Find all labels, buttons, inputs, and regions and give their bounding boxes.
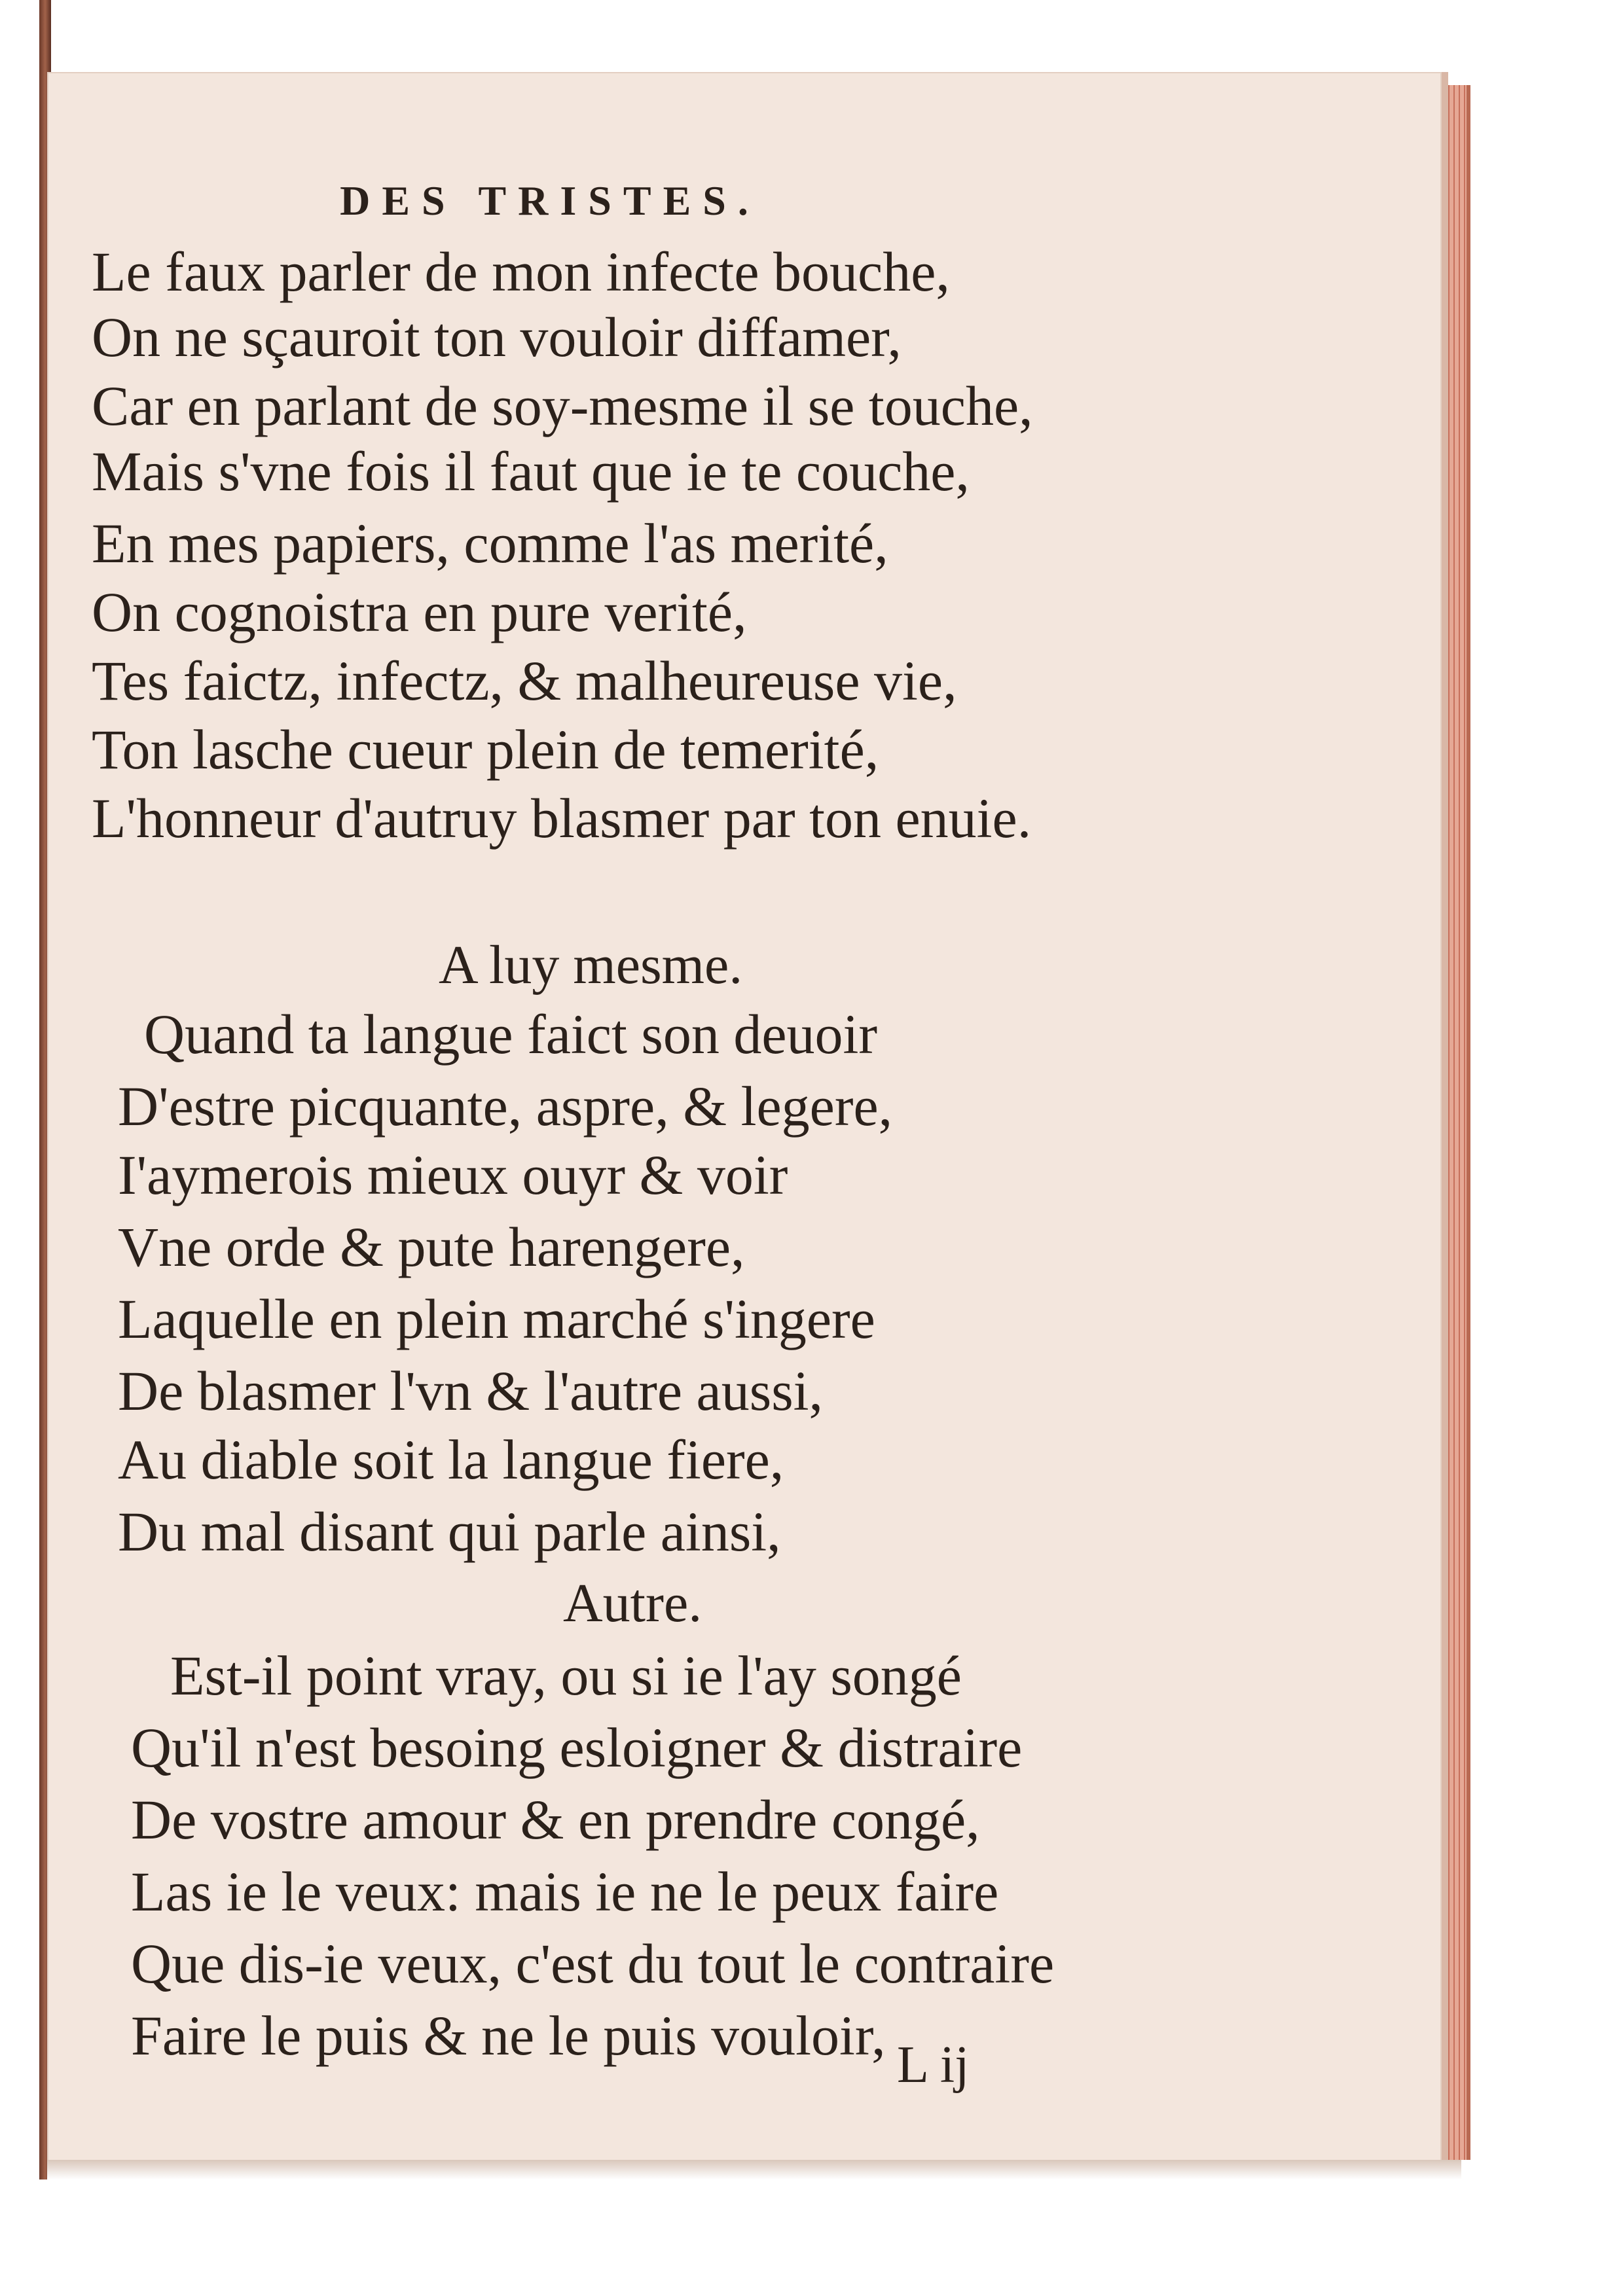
verse-line: Las ie le veux: mais ie ne le peux faire xyxy=(131,1860,999,1923)
verse-line: L'honneur d'autruy blasmer par ton enuie. xyxy=(92,787,1032,850)
verse-line: On cognoistra en pure verité, xyxy=(92,581,747,643)
verse-line: Est-il point vray, ou si ie l'ay songé xyxy=(170,1644,962,1707)
verse-line: Quand ta langue faict son deuoir xyxy=(144,1003,878,1066)
verse-line: Au diable soit la langue fiere, xyxy=(118,1428,784,1491)
poem-heading: Autre. xyxy=(563,1573,702,1634)
verse-line: On ne sçauroit ton vouloir diffamer, xyxy=(92,306,902,368)
verse-line: D'estre picquante, aspre, & legere, xyxy=(118,1075,893,1138)
verse-line: I'aymerois mieux ouyr & voir xyxy=(118,1143,788,1206)
verse-line: Faire le puis & ne le puis vouloir, xyxy=(131,2004,886,2067)
verse-line: De blasmer l'vn & l'autre aussi, xyxy=(118,1359,824,1422)
poem-heading: A luy mesme. xyxy=(439,935,743,996)
verse-line: Tes faictz, infectz, & malheureuse vie, xyxy=(92,649,957,712)
verse-line: Ton lasche cueur plein de temerité, xyxy=(92,718,879,781)
verse-line: Laquelle en plein marché s'ingere xyxy=(118,1287,875,1350)
verse-line: Vne orde & pute harengere, xyxy=(118,1215,745,1278)
verse-line: Qu'il n'est besoing esloigner & distraire xyxy=(131,1716,1023,1779)
signature-mark: L ij xyxy=(897,2036,970,2094)
verse-line: Mais s'vne fois il faut que ie te couche, xyxy=(92,440,970,503)
running-head: DES TRISTES. xyxy=(340,177,760,224)
verse-line: En mes papiers, comme l'as merité, xyxy=(92,512,888,575)
verse-line: De vostre amour & en prendre congé, xyxy=(131,1788,980,1851)
verse-line: Du mal disant qui parle ainsi, xyxy=(118,1500,781,1563)
page-shadow xyxy=(47,2160,1461,2179)
verse-line: Car en parlant de soy-mesme il se touche, xyxy=(92,374,1033,437)
verse-line: Le faux parler de mon infecte bouche, xyxy=(92,240,950,303)
verse-line: Que dis-ie veux, c'est du tout le contraire xyxy=(131,1932,1055,1995)
